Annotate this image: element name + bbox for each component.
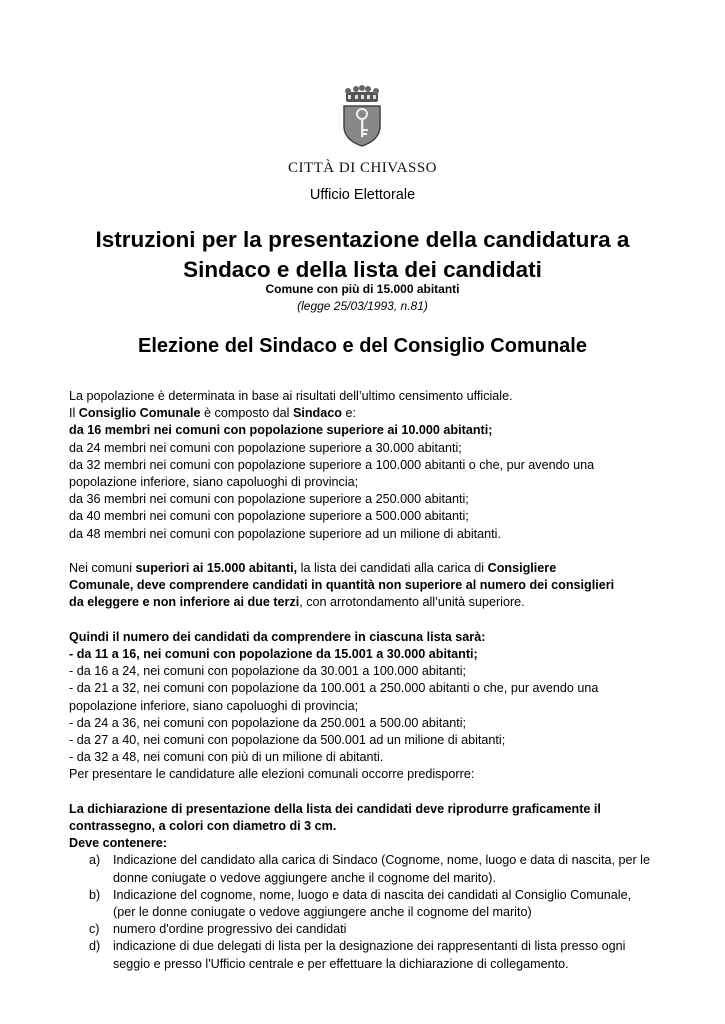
members-line: da 16 membri nei comuni con popolazione superiore ai 10.000 abitanti; [69,423,493,438]
members-line: popolazione inferiore, siano capoluoghi di provincia; [69,475,359,490]
candidates-count-heading: Quindi il numero dei candidati da comprendere in ciascuna lista sarà: [69,629,486,644]
candidates-count-line: - da 27 a 40, nei comuni con popolazione da 500.001 ad un milione di abitanti; [69,733,506,748]
members-line: da 24 membri nei comuni con popolazione superiore a 30.000 abitanti; [69,440,462,455]
candidates-count-line: - da 21 a 32, nei comuni con popolazione da 100.001 a 250.000 abitanti o che, pur avendo una [69,681,599,696]
document-body [69,388,689,973]
members-line: da 32 membri nei comuni con popolazione superiore a 100.000 abitanti o che, pur avendo una [69,457,595,472]
title-line-1: Istruzioni per la presentazione della candidatura a [95,227,630,252]
city-name: CITTÀ DI CHIVASSO [287,160,438,176]
candidates-count-line: - da 32 a 48, nei comuni con più di un milione di abitanti. [69,750,384,765]
document-subtitle: Comune con più di 15.000 abitanti [265,282,460,296]
law-reference: (legge 25/03/1993, n.81) [297,299,428,313]
declaration-heading: contrassegno, a colori con diametro di 3 cm. [69,819,337,834]
list-marker: c) [89,922,100,937]
members-line: da 40 membri nei comuni con popolazione superiore a 500.000 abitanti; [69,509,469,524]
office-name: Ufficio Elettorale [309,187,416,203]
members-line: da 36 membri nei comuni con popolazione superiore a 250.000 abitanti; [69,492,469,507]
list-marker: a) [89,853,101,868]
list-item: a) Indicazione del candidato alla carica di Sindaco (Cognome, nome, luogo e data di nascita, per le donne coniugate o vedove aggiungere anche il cognome del marito). [89,853,650,885]
title-line-2: Sindaco e della lista dei candidati [183,257,542,282]
candidates-rule: Nei comuni superiori ai 15.000 abitanti, la lista dei candidati alla carica di Consigliere [69,561,557,576]
list-item: d) indicazione di due delegati di lista per la designazione dei rappresentanti di lista presso ogni seggio e presso l'Ufficio centrale e per effettuare la dichiarazione di collegamento. [89,939,626,971]
intro-line: La popolazione è determinata in base ai risultati dell’ultimo censimento ufficiale. [69,389,513,403]
requirements-list [69,852,689,972]
list-item: c) numero d'ordine progressivo dei candidati [69,921,689,938]
list-item: b) Indicazione del cognome, nome, luogo e data di nascita dei candidati al Consiglio Comunale, (per le donne coniugate o vedove aggiungere anche il cognome del marito) [89,887,632,920]
must-contain-label: Deve contenere: [69,836,167,851]
city-crest-icon [338,84,386,148]
candidates-count-line: popolazione inferiore, siano capoluoghi di provincia; [69,698,359,713]
declaration-heading: La dichiarazione di presentazione della lista dei candidati deve riprodurre graficamente il [69,801,601,816]
candidates-count-line: - da 24 a 36, nei comuni con popolazione da 250.001 a 500.00 abitanti; [69,715,467,730]
members-line: da 48 membri nei comuni con popolazione superiore ad un milione di abitanti. [69,526,501,541]
council-composition: Il Consiglio Comunale è composto dal Sindaco e: [69,406,356,421]
list-marker: d) [89,939,101,954]
candidates-count-line: - da 11 a 16, nei comuni con popolazione da 15.001 a 30.000 abitanti; [69,647,478,662]
closing-line: Per presentare le candidature alle elezioni comunali occorre predisporre: [69,767,475,782]
candidates-count-line: - da 16 a 24, nei comuni con popolazione da 30.001 a 100.000 abitanti; [69,664,467,679]
candidates-rule-line: da eleggere e non inferiore ai due terzi, con arrotondamento all’unità superiore. [69,595,525,610]
section-title: Elezione del Sindaco e del Consiglio Comunale [138,335,587,357]
list-marker: b) [89,887,101,902]
candidates-rule-line: Comunale, deve comprendere candidati in quantità non superiore al numero dei consiglieri [69,578,615,593]
document-title [0,225,725,285]
